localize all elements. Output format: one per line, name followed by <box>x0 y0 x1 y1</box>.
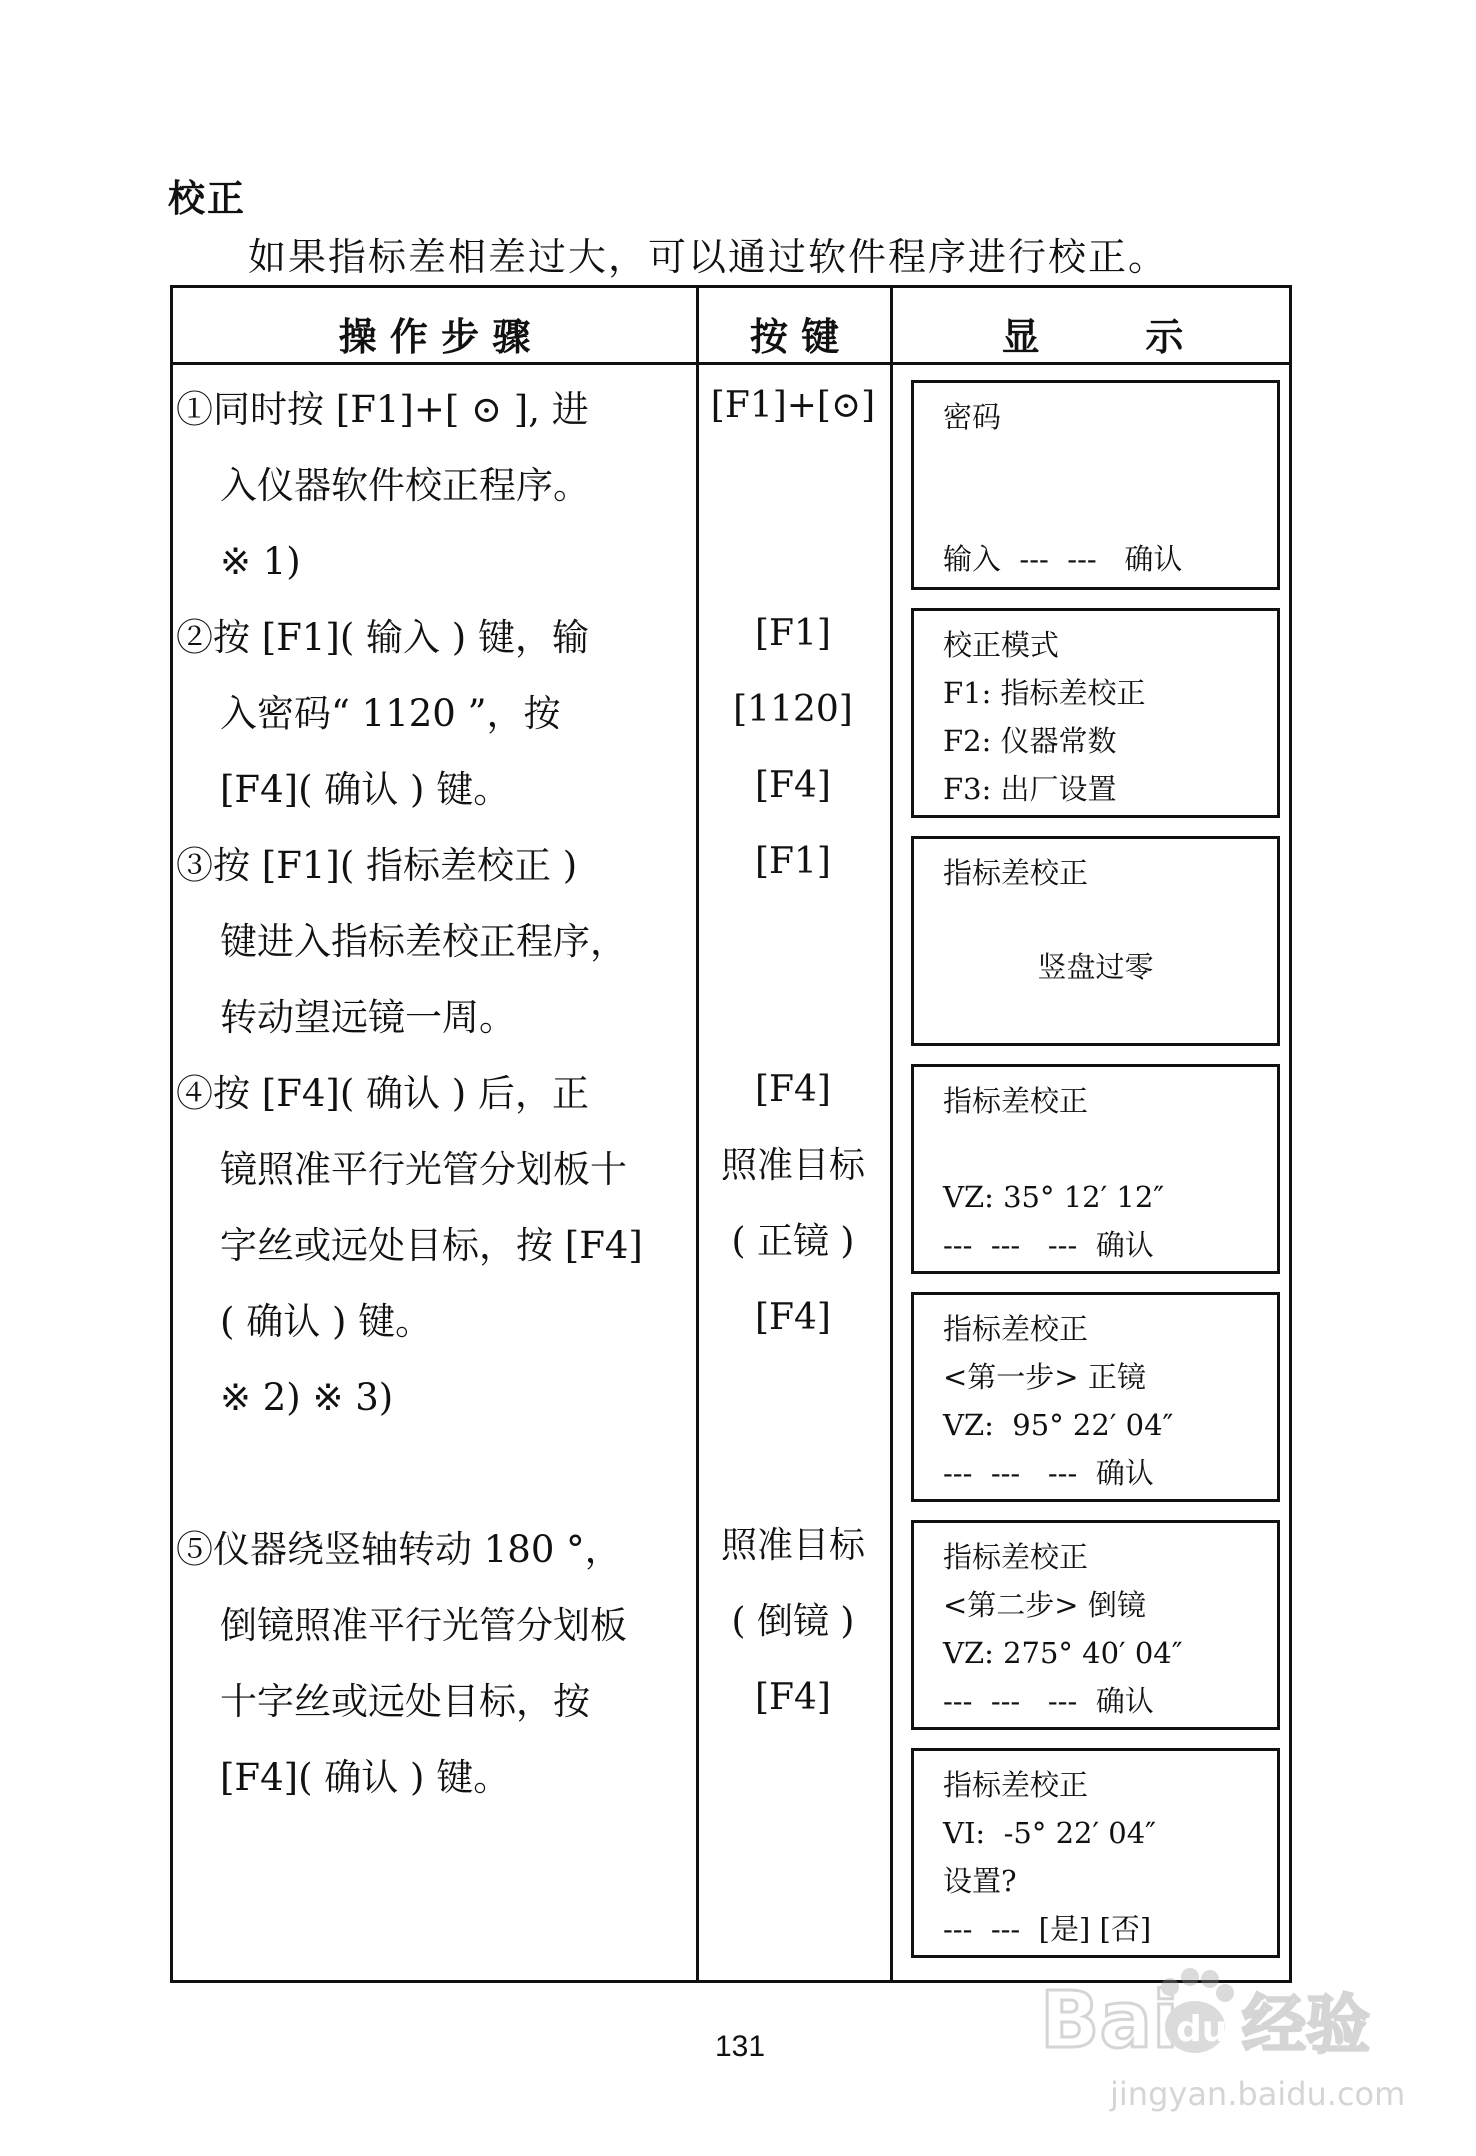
step-text: 入仪器软件校正程序。 <box>220 464 590 507</box>
watermark-logo <box>1010 1955 1430 2125</box>
display-line: 指标差校正 <box>943 1084 1089 1118</box>
step-text: 字丝或远处目标，按 [F4] <box>220 1224 643 1267</box>
intro-paragraph: 如果指标差相差过大，可以通过软件程序进行校正。 <box>248 235 1169 279</box>
display-line: VZ: 95° 22′ 04″ <box>943 1408 1174 1442</box>
step-text: 入密码“ 1120 ”，按 <box>220 692 561 735</box>
display-line: 校正模式 <box>943 628 1060 662</box>
step-text: 镜照准平行光管分划板十 <box>220 1148 627 1191</box>
display-softkeys: --- --- --- 确认 <box>943 1456 1154 1490</box>
display-screen-step-two <box>911 1520 1280 1730</box>
step-text: ④按 [F4]( 确认 ) 后，正 <box>176 1072 589 1115</box>
key-label: [F4] <box>755 1677 831 1718</box>
display-message: 竖盘过零 <box>1037 950 1154 984</box>
key-label: [F4] <box>755 765 831 806</box>
svg-text:Bai: Bai <box>1040 1976 1179 2066</box>
display-screen-zero-crossing <box>911 836 1280 1046</box>
header-keys: 按 键 <box>749 315 840 359</box>
key-label: [F4] <box>755 1297 831 1338</box>
display-softkeys: --- --- --- 确认 <box>943 1684 1154 1718</box>
step-text: 十字丝或远处目标，按 <box>220 1680 590 1723</box>
step-text: 键进入指标差校正程序， <box>220 920 627 963</box>
step-text: ①同时按 [F1]+[ ⊙ ], 进 <box>176 388 589 431</box>
section-heading: 校正 <box>168 177 246 220</box>
display-line: VZ: 35° 12′ 12″ <box>943 1180 1165 1214</box>
key-label: ( 倒镜 ) <box>731 1601 855 1642</box>
step-note: ※ 1) <box>220 540 301 583</box>
key-label: 照准目标 <box>720 1145 865 1186</box>
svg-text:du: du <box>1176 2009 1228 2050</box>
column-divider <box>890 285 893 1983</box>
step-note: ※ 2) ※ 3) <box>220 1376 394 1419</box>
svg-text:jingyan.baidu.com: jingyan.baidu.com <box>1110 2075 1406 2113</box>
display-softkeys: --- --- --- 确认 <box>943 1228 1154 1262</box>
key-label: [F4] <box>755 1069 831 1110</box>
step-text: ③按 [F1]( 指标差校正 ) <box>176 844 578 887</box>
page-number: 131 <box>714 2030 766 2063</box>
display-softkeys: --- --- [是] [否] <box>943 1912 1152 1946</box>
display-line: VZ: 275° 40′ 04″ <box>943 1636 1183 1670</box>
header-divider <box>170 362 1292 365</box>
key-label: [F1] <box>755 841 831 882</box>
display-line: F2: 仪器常数 <box>943 724 1117 758</box>
display-line: 设置? <box>943 1864 1017 1898</box>
display-screen-step-one <box>911 1292 1280 1502</box>
display-line: F1: 指标差校正 <box>943 676 1146 710</box>
step-text: [F4]( 确认 ) 键。 <box>220 1756 511 1799</box>
step-text: ⑤仪器绕竖轴转动 180 °， <box>176 1528 622 1571</box>
header-display: 显 示 <box>1001 315 1184 359</box>
display-line: 指标差校正 <box>943 1768 1089 1802</box>
display-line: <第一步> 正镜 <box>943 1360 1146 1394</box>
step-text: ②按 [F1]( 输入 ) 键，输 <box>176 616 589 659</box>
step-text: [F4]( 确认 ) 键。 <box>220 768 511 811</box>
svg-text:经验: 经验 <box>1242 1989 1370 2063</box>
key-label: [F1] <box>755 613 831 654</box>
step-text: 转动望远镜一周。 <box>220 996 516 1039</box>
display-softkeys: 输入 --- --- 确认 <box>943 542 1183 576</box>
display-line: <第二步> 倒镜 <box>943 1588 1146 1622</box>
display-line: 指标差校正 <box>943 856 1089 890</box>
display-screen-calibration-mode <box>911 608 1280 818</box>
key-label: 照准目标 <box>720 1525 865 1566</box>
display-line: 指标差校正 <box>943 1540 1089 1574</box>
column-divider <box>696 285 699 1983</box>
display-screen-face-left-aim <box>911 1064 1280 1274</box>
display-line: F3: 出厂设置 <box>943 772 1117 806</box>
key-label: [F1]+[⊙] <box>710 385 876 426</box>
key-label: ( 正镜 ) <box>731 1221 855 1262</box>
step-text: ( 确认 ) 键。 <box>220 1300 433 1343</box>
display-line: 密码 <box>943 400 1002 434</box>
paw-icon <box>1161 1968 1234 2053</box>
display-screen-set-index <box>911 1748 1280 1958</box>
display-screen-password <box>911 380 1280 590</box>
key-label: [1120] <box>733 689 853 730</box>
step-text: 倒镜照准平行光管分划板 <box>220 1604 627 1647</box>
baidu-jingyan-watermark <box>1010 1955 1430 2125</box>
header-steps: 操 作 步 骤 <box>338 315 531 359</box>
display-line: VI: -5° 22′ 04″ <box>943 1816 1157 1850</box>
display-line: 指标差校正 <box>943 1312 1089 1346</box>
